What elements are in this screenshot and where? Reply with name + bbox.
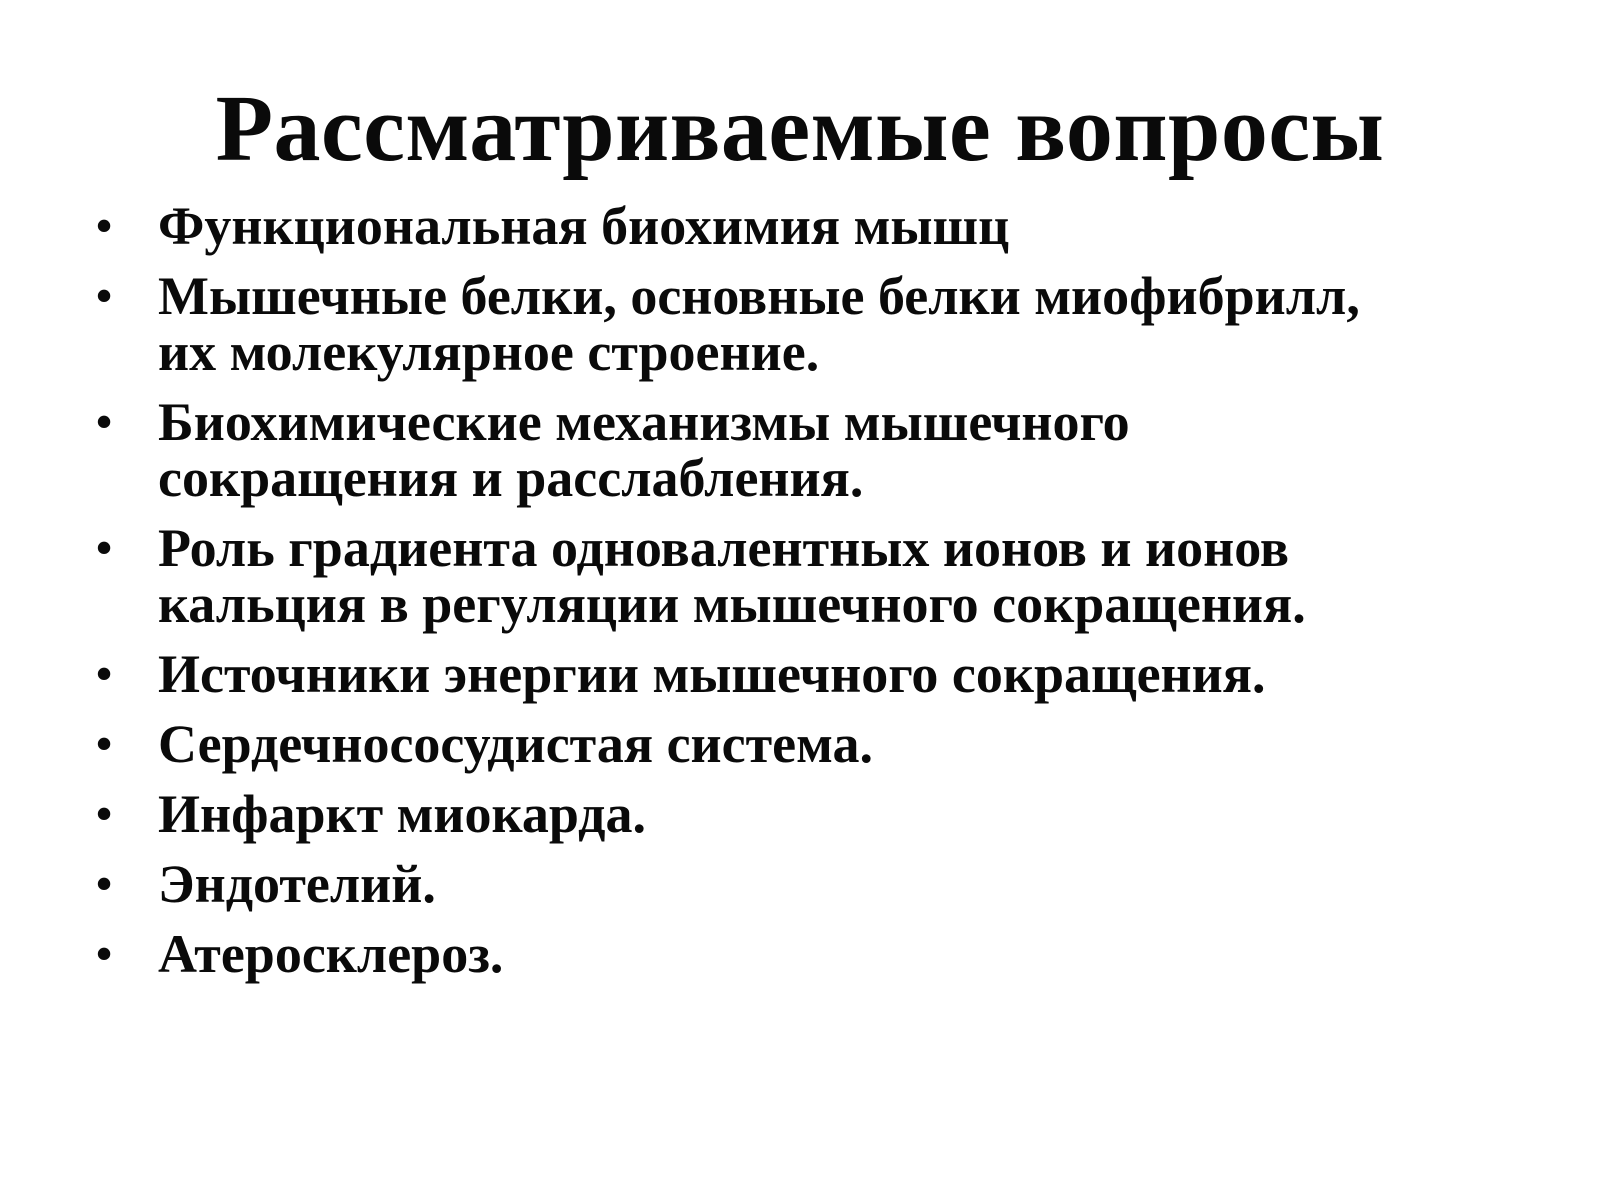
bullet-icon: • xyxy=(96,648,113,699)
list-item xyxy=(90,926,1510,982)
list-item-text: Эндотелий. xyxy=(158,854,436,914)
bullet-icon: • xyxy=(96,718,113,769)
list-item-text: Мышечные белки, основные белки миофибрилл, xyxy=(158,266,1360,326)
bullet-icon: • xyxy=(96,858,113,909)
list-item xyxy=(90,198,1510,254)
list-item xyxy=(90,268,1510,380)
list-item xyxy=(90,394,1510,506)
bullet-icon: • xyxy=(96,928,113,979)
bullet-icon: • xyxy=(96,522,113,573)
list-item-text: Роль градиента одновалентных ионов и ионов xyxy=(158,518,1290,578)
bullet-icon: • xyxy=(96,788,113,839)
slide-title: Рассматриваемые вопросы xyxy=(215,77,1385,181)
list-item-text: Биохимические механизмы мышечного xyxy=(158,392,1130,452)
bullet-icon: • xyxy=(96,200,113,251)
topic-list xyxy=(90,198,1510,996)
list-item-text: Функциональная биохимия мышц xyxy=(158,196,1010,256)
list-item xyxy=(90,520,1510,632)
list-item xyxy=(90,786,1510,842)
list-item-text: Инфаркт миокарда. xyxy=(158,784,646,844)
list-item-text: Атеросклероз. xyxy=(158,924,504,984)
list-item-text: их молекулярное строение. xyxy=(158,322,820,382)
bullet-icon: • xyxy=(96,396,113,447)
list-item xyxy=(90,856,1510,912)
list-item-text: Сердечнососудистая система. xyxy=(158,714,874,774)
list-item-text: кальция в регуляции мышечного сокращения. xyxy=(158,574,1306,634)
list-item xyxy=(90,646,1510,702)
list-item-text: сокращения и расслабления. xyxy=(158,448,864,508)
list-item xyxy=(90,716,1510,772)
list-item-text: Источники энергии мышечного сокращения. xyxy=(158,644,1266,704)
bullet-icon: • xyxy=(96,270,113,321)
